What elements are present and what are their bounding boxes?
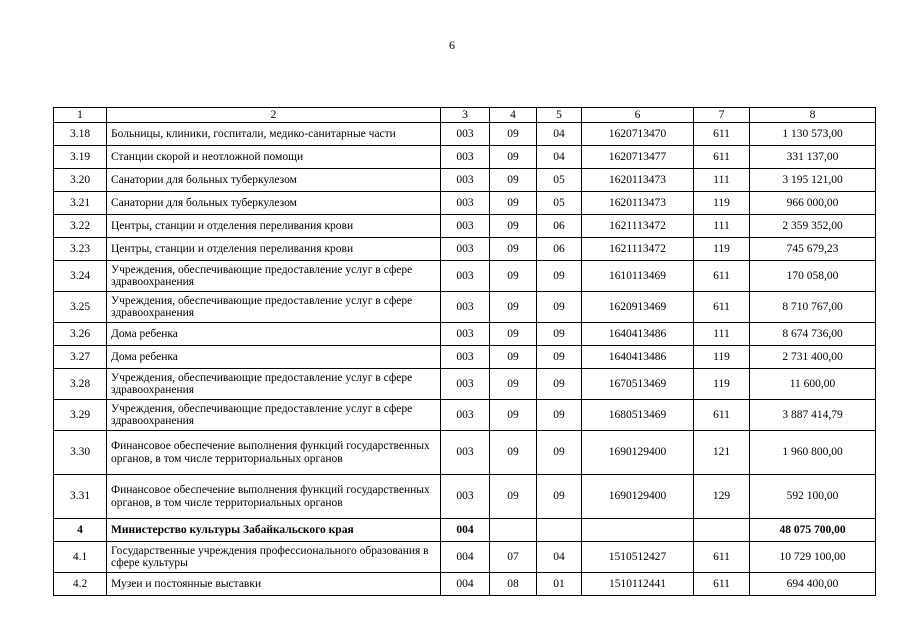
row-name-cell: Министерство культуры Забайкальского края bbox=[107, 519, 441, 542]
target-article-cell: 1620113473 bbox=[582, 192, 694, 215]
expense-type-cell: 111 bbox=[694, 215, 750, 238]
expense-type-cell: 119 bbox=[694, 369, 750, 400]
amount-cell: 966 000,00 bbox=[750, 192, 876, 215]
expense-type-cell: 611 bbox=[694, 261, 750, 292]
table-row bbox=[54, 192, 876, 215]
table-row bbox=[54, 215, 876, 238]
amount-cell: 694 400,00 bbox=[750, 573, 876, 596]
row-name-cell: Финансовое обеспечение выполнения функций государственных органов, в том числе территориальных органов bbox=[107, 475, 441, 519]
expense-type-cell: 111 bbox=[694, 323, 750, 346]
target-article-cell: 1640413486 bbox=[582, 323, 694, 346]
header-cell: 7 bbox=[694, 108, 750, 123]
subsection-code-cell: 06 bbox=[537, 238, 582, 261]
table-row bbox=[54, 542, 876, 573]
table-row bbox=[54, 369, 876, 400]
subsection-code-cell: 04 bbox=[537, 123, 582, 146]
section-code-cell: 09 bbox=[490, 346, 537, 369]
row-name-cell: Станции скорой и неотложной помощи bbox=[107, 146, 441, 169]
amount-cell: 745 679,23 bbox=[750, 238, 876, 261]
row-number-cell: 3.26 bbox=[54, 323, 107, 346]
subsection-code-cell: 04 bbox=[537, 146, 582, 169]
header-cell: 8 bbox=[750, 108, 876, 123]
target-article-cell: 1610113469 bbox=[582, 261, 694, 292]
department-code-cell: 003 bbox=[441, 215, 490, 238]
table-row bbox=[54, 475, 876, 519]
row-number-cell: 3.22 bbox=[54, 215, 107, 238]
department-code-cell: 003 bbox=[441, 261, 490, 292]
target-article-cell bbox=[582, 519, 694, 542]
department-code-cell: 004 bbox=[441, 573, 490, 596]
amount-cell: 2 359 352,00 bbox=[750, 215, 876, 238]
amount-cell: 170 058,00 bbox=[750, 261, 876, 292]
row-name-cell: Учреждения, обеспечивающие предоставление услуг в сфере здравоохранения bbox=[107, 261, 441, 292]
section-code-cell: 09 bbox=[490, 261, 537, 292]
header-cell: 4 bbox=[490, 108, 537, 123]
department-code-cell: 004 bbox=[441, 519, 490, 542]
row-name-cell: Финансовое обеспечение выполнения функций государственных органов, в том числе территориальных органов bbox=[107, 431, 441, 475]
header-cell: 3 bbox=[441, 108, 490, 123]
budget-table bbox=[53, 107, 876, 596]
row-name-cell: Дома ребенка bbox=[107, 346, 441, 369]
row-number-cell: 4.2 bbox=[54, 573, 107, 596]
subsection-code-cell: 09 bbox=[537, 292, 582, 323]
table-row bbox=[54, 146, 876, 169]
section-code-cell: 09 bbox=[490, 323, 537, 346]
subsection-code-cell: 09 bbox=[537, 346, 582, 369]
department-code-cell: 003 bbox=[441, 475, 490, 519]
section-code-cell: 09 bbox=[490, 400, 537, 431]
expense-type-cell: 611 bbox=[694, 292, 750, 323]
target-article-cell: 1690129400 bbox=[582, 431, 694, 475]
table-row bbox=[54, 400, 876, 431]
expense-type-cell: 611 bbox=[694, 146, 750, 169]
table-row bbox=[54, 346, 876, 369]
row-number-cell: 3.19 bbox=[54, 146, 107, 169]
target-article-cell: 1620713470 bbox=[582, 123, 694, 146]
department-code-cell: 003 bbox=[441, 369, 490, 400]
header-cell: 5 bbox=[537, 108, 582, 123]
target-article-cell: 1621113472 bbox=[582, 215, 694, 238]
expense-type-cell: 119 bbox=[694, 346, 750, 369]
row-name-cell: Учреждения, обеспечивающие предоставление услуг в сфере здравоохранения bbox=[107, 292, 441, 323]
subsection-code-cell bbox=[537, 519, 582, 542]
section-code-cell: 09 bbox=[490, 369, 537, 400]
row-name-cell: Центры, станции и отделения переливания крови bbox=[107, 215, 441, 238]
row-name-cell: Дома ребенка bbox=[107, 323, 441, 346]
row-name-cell: Музеи и постоянные выставки bbox=[107, 573, 441, 596]
department-code-cell: 003 bbox=[441, 431, 490, 475]
target-article-cell: 1621113472 bbox=[582, 238, 694, 261]
subsection-code-cell: 09 bbox=[537, 323, 582, 346]
row-name-cell: Центры, станции и отделения переливания крови bbox=[107, 238, 441, 261]
expense-type-cell: 611 bbox=[694, 400, 750, 431]
expense-type-cell: 611 bbox=[694, 542, 750, 573]
amount-cell: 592 100,00 bbox=[750, 475, 876, 519]
expense-type-cell: 119 bbox=[694, 238, 750, 261]
department-code-cell: 003 bbox=[441, 238, 490, 261]
amount-cell: 11 600,00 bbox=[750, 369, 876, 400]
subsection-code-cell: 06 bbox=[537, 215, 582, 238]
subsection-code-cell: 09 bbox=[537, 431, 582, 475]
row-number-cell: 3.31 bbox=[54, 475, 107, 519]
section-code-cell: 09 bbox=[490, 123, 537, 146]
expense-type-cell: 111 bbox=[694, 169, 750, 192]
target-article-cell: 1620913469 bbox=[582, 292, 694, 323]
row-name-cell: Больницы, клиники, госпитали, медико-санитарные части bbox=[107, 123, 441, 146]
amount-cell: 48 075 700,00 bbox=[750, 519, 876, 542]
section-code-cell: 09 bbox=[490, 292, 537, 323]
department-code-cell: 003 bbox=[441, 169, 490, 192]
expense-type-cell: 119 bbox=[694, 192, 750, 215]
target-article-cell: 1680513469 bbox=[582, 400, 694, 431]
table-row bbox=[54, 238, 876, 261]
amount-cell: 1 960 800,00 bbox=[750, 431, 876, 475]
row-number-cell: 3.21 bbox=[54, 192, 107, 215]
amount-cell: 331 137,00 bbox=[750, 146, 876, 169]
expense-type-cell: 611 bbox=[694, 123, 750, 146]
target-article-cell: 1640413486 bbox=[582, 346, 694, 369]
table-header-row bbox=[54, 108, 876, 123]
department-code-cell: 003 bbox=[441, 123, 490, 146]
row-number-cell: 3.25 bbox=[54, 292, 107, 323]
subsection-code-cell: 09 bbox=[537, 475, 582, 519]
row-number-cell: 3.28 bbox=[54, 369, 107, 400]
row-number-cell: 3.23 bbox=[54, 238, 107, 261]
header-cell: 1 bbox=[54, 108, 107, 123]
expense-type-cell bbox=[694, 519, 750, 542]
section-code-cell: 09 bbox=[490, 215, 537, 238]
department-code-cell: 003 bbox=[441, 323, 490, 346]
page-number: 6 bbox=[449, 38, 455, 52]
table-row bbox=[54, 169, 876, 192]
department-code-cell: 003 bbox=[441, 346, 490, 369]
department-code-cell: 003 bbox=[441, 292, 490, 323]
expense-type-cell: 121 bbox=[694, 431, 750, 475]
row-number-cell: 3.30 bbox=[54, 431, 107, 475]
row-name-cell: Учреждения, обеспечивающие предоставление услуг в сфере здравоохранения bbox=[107, 400, 441, 431]
department-code-cell: 004 bbox=[441, 542, 490, 573]
row-number-cell: 4.1 bbox=[54, 542, 107, 573]
amount-cell: 1 130 573,00 bbox=[750, 123, 876, 146]
subsection-code-cell: 05 bbox=[537, 169, 582, 192]
subsection-code-cell: 09 bbox=[537, 261, 582, 292]
target-article-cell: 1670513469 bbox=[582, 369, 694, 400]
row-number-cell: 3.18 bbox=[54, 123, 107, 146]
table-row bbox=[54, 123, 876, 146]
table-row bbox=[54, 292, 876, 323]
row-number-cell: 4 bbox=[54, 519, 107, 542]
expense-type-cell: 611 bbox=[694, 573, 750, 596]
subsection-code-cell: 09 bbox=[537, 369, 582, 400]
table-row bbox=[54, 261, 876, 292]
amount-cell: 2 731 400,00 bbox=[750, 346, 876, 369]
row-name-cell: Санатории для больных туберкулезом bbox=[107, 169, 441, 192]
section-code-cell bbox=[490, 519, 537, 542]
row-number-cell: 3.27 bbox=[54, 346, 107, 369]
row-number-cell: 3.29 bbox=[54, 400, 107, 431]
target-article-cell: 1620713477 bbox=[582, 146, 694, 169]
subsection-code-cell: 01 bbox=[537, 573, 582, 596]
row-number-cell: 3.20 bbox=[54, 169, 107, 192]
table-row bbox=[54, 323, 876, 346]
amount-cell: 10 729 100,00 bbox=[750, 542, 876, 573]
section-code-cell: 09 bbox=[490, 192, 537, 215]
row-name-cell: Санатории для больных туберкулезом bbox=[107, 192, 441, 215]
section-code-cell: 09 bbox=[490, 238, 537, 261]
row-name-cell: Государственные учреждения профессионального образования в сфере культуры bbox=[107, 542, 441, 573]
subsection-code-cell: 05 bbox=[537, 192, 582, 215]
row-name-cell: Учреждения, обеспечивающие предоставление услуг в сфере здравоохранения bbox=[107, 369, 441, 400]
section-code-cell: 09 bbox=[490, 431, 537, 475]
target-article-cell: 1690129400 bbox=[582, 475, 694, 519]
target-article-cell: 1510512427 bbox=[582, 542, 694, 573]
table-row bbox=[54, 573, 876, 596]
expense-type-cell: 129 bbox=[694, 475, 750, 519]
table-row bbox=[54, 431, 876, 475]
subsection-code-cell: 04 bbox=[537, 542, 582, 573]
header-cell: 2 bbox=[107, 108, 441, 123]
row-number-cell: 3.24 bbox=[54, 261, 107, 292]
target-article-cell: 1510112441 bbox=[582, 573, 694, 596]
section-code-cell: 09 bbox=[490, 169, 537, 192]
amount-cell: 8 710 767,00 bbox=[750, 292, 876, 323]
department-code-cell: 003 bbox=[441, 192, 490, 215]
subsection-code-cell: 09 bbox=[537, 400, 582, 431]
amount-cell: 3 195 121,00 bbox=[750, 169, 876, 192]
header-cell: 6 bbox=[582, 108, 694, 123]
section-code-cell: 09 bbox=[490, 146, 537, 169]
target-article-cell: 1620113473 bbox=[582, 169, 694, 192]
amount-cell: 3 887 414,79 bbox=[750, 400, 876, 431]
section-code-cell: 09 bbox=[490, 475, 537, 519]
section-code-cell: 07 bbox=[490, 542, 537, 573]
amount-cell: 8 674 736,00 bbox=[750, 323, 876, 346]
section-code-cell: 08 bbox=[490, 573, 537, 596]
table-row bbox=[54, 519, 876, 542]
department-code-cell: 003 bbox=[441, 400, 490, 431]
department-code-cell: 003 bbox=[441, 146, 490, 169]
